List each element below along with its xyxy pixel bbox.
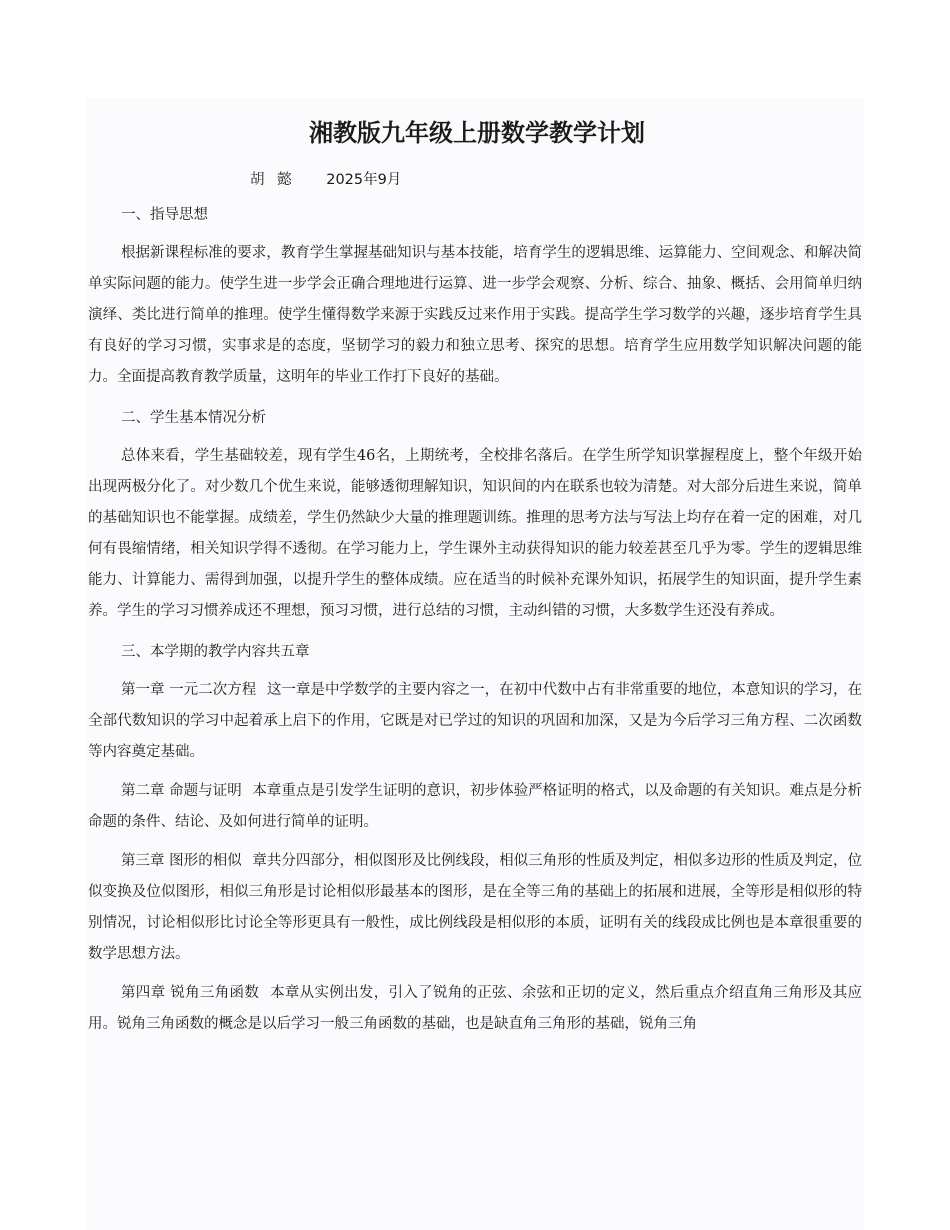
chapter-paragraph — [88, 776, 862, 838]
section-heading-guiding-ideology: 一、指导思想 — [121, 207, 208, 223]
document-body — [88, 112, 866, 1040]
chapter-body: 本章从实例出发，引入了锐角的正弦、余弦和正切的定义，然后重点介绍直角三角形及其应用。锐角三角函数的概念是以后学习一般三角函数的基础，也是缺直角三角形的基础，锐角三角 — [88, 985, 863, 1032]
byline — [250, 168, 866, 192]
chapter-paragraph — [88, 675, 862, 768]
chapter-body: 本章重点是引发学生证明的意识，初步体验严格证明的格式，以及命题的有关知识。难点是分析命题的条件、结论、及如何进行简单的证明。 — [88, 783, 862, 830]
section-body-student-analysis: 总体来看，学生基础较差，现有学生46名，上期统考，全校排名落后。在学生所学知识掌握程度上，整个年级开始出现两极分化了。对少数几个优生来说，能够透彻理解知识，知识间的内在联系也较为清楚。对大部分后进生来说，简单的基础知识也不能掌握。成绩差，学生仍然缺少大量的推理题训练。推理的思考方法与写法上均存在着一定的困难，对几何有畏缩情绪，相关知识学得不透彻。在学习能力上，学生课外主动获得知识的能力较差甚至几乎为零。学生的逻辑思维能力、计算能力、需得到加强，以提升学生的整体成绩。应在适当的时候补充课外知识，拓展学生的知识面，提升学生素养。学生的学习习惯养成还不理想，预习习惯，进行总结的习惯，主动纠错的习惯，大多数学生还没有养成。 — [88, 448, 862, 619]
chapter-paragraph — [88, 846, 862, 970]
chapter-title: 第四章 锐角三角函数 — [121, 985, 260, 1001]
section-heading-student-analysis: 二、学生基本情况分析 — [121, 410, 266, 426]
document-date: 2025年9月 — [326, 172, 402, 188]
page-title: 湘教版九年级上册数学教学计划 — [309, 119, 645, 147]
chapter-body: 这一章是中学数学的主要内容之一，在初中代数中占有非常重要的地位，本意知识的学习，在全部代数知识的学习中起着承上启下的作用，它既是对已学过的知识的巩固和加深，又是为今后学习三角方程、二次函数等内容奠定基础。 — [88, 682, 862, 760]
chapter-title: 第三章 图形的相似 — [121, 853, 242, 869]
section-body-guiding-ideology: 根据新课程标准的要求，教育学生掌握基础知识与基本技能，培育学生的逻辑思维、运算能力、空间观念、和解决简单实际问题的能力。使学生进一步学会正确合理地进行运算、进一步学会观察、分析、综合、抽象、概括、会用简单归纳演绎、类比进行简单的推理。使学生懂得数学来源于实践反过来作用于实践。提高学生学习数学的兴趣，逐步培育学生具有良好的学习习惯，实事求是的态度，坚韧学习的毅力和独立思考、探究的思想。培育学生应用数学知识解决问题的能力。全面提高教育教学质量，这明年的毕业工作打下良好的基础。 — [88, 245, 862, 385]
chapter-title: 第二章 命题与证明 — [121, 783, 242, 799]
chapter-title: 第一章 一元二次方程 — [121, 682, 257, 698]
author-name: 胡 懿 — [250, 172, 296, 188]
section-heading-teaching-content: 三、本学期的教学内容共五章 — [121, 644, 310, 660]
chapter-paragraph — [88, 978, 862, 1040]
chapter-body: 章共分四部分，相似图形及比例线段，相似三角形的性质及判定，相似多边形的性质及判定，位似变换及位似图形，相似三角形是讨论相似形最基本的图形，是在全等三角的基础上的拓展和进展，全等形是相似形的特别情况，讨论相似形比讨论全等形更具有一般性，成比例线段是相似形的本质，证明有关的线段成比例也是本章很重要的数学思想方法。 — [88, 853, 862, 962]
